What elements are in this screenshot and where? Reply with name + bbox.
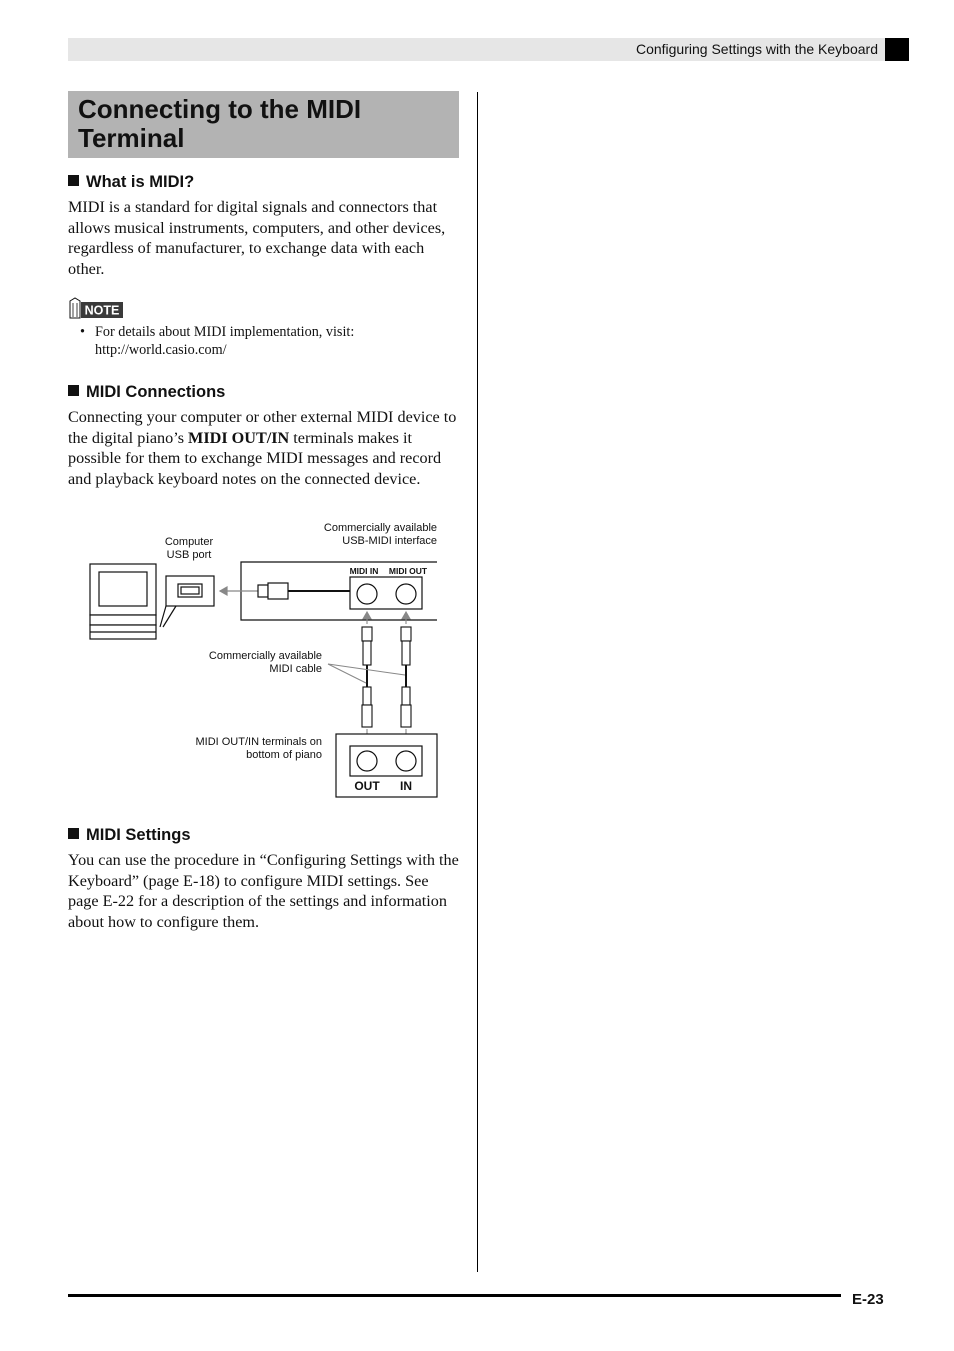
title-box: [68, 91, 459, 158]
square-bullet-icon: [68, 175, 79, 186]
midi-out-in-bold: MIDI OUT/IN: [188, 428, 290, 447]
computer-icon: [90, 564, 156, 639]
header-tab-marker: [885, 38, 909, 61]
midi-cable-icon: [362, 612, 411, 741]
square-bullet-icon: [68, 828, 79, 839]
note-bullet: •: [80, 324, 85, 340]
heading-midi-settings-text: MIDI Settings: [86, 826, 191, 844]
label-midi-in: MIDI IN: [349, 566, 379, 576]
label-terminals-2: bottom of piano: [246, 749, 322, 761]
note-badge-text: NOTE: [84, 303, 120, 318]
midi-connections-body: [68, 407, 460, 490]
label-out: OUT: [354, 779, 380, 793]
midi-settings-body: You can use the procedure in “Configuring Settings with the Keyboard” (page E-18) to configure MIDI settings. See page E-22 for a description of the settings and information about how to configure them.: [68, 851, 459, 932]
heading-what-is-midi-text: What is MIDI?: [86, 173, 195, 191]
label-usb-port: USB port: [166, 549, 212, 561]
label-in: IN: [400, 779, 412, 793]
column-divider: [477, 92, 478, 1272]
midi-connections-text-1: Connecting your computer or other external MIDI device to the digital piano’s: [68, 408, 457, 447]
label-computer: Computer: [164, 536, 214, 548]
usb-port-icon: [160, 576, 214, 627]
heading-midi-connections: [68, 382, 225, 402]
note-item: [80, 323, 450, 359]
label-interface-2: USB-MIDI interface: [342, 535, 437, 547]
page-title: Connecting to the MIDI Terminal: [78, 94, 362, 153]
heading-what-is-midi: [68, 172, 194, 192]
piano-terminals-box: [336, 734, 437, 797]
midi-connection-diagram: [80, 515, 450, 805]
note-icon: [68, 297, 124, 319]
label-cable-1: Commercially available: [208, 650, 322, 662]
what-is-midi-body: MIDI is a standard for digital signals and connectors that allows musical instruments, computers, and other devices, regardless of manufacturer, to exchange data with each other.: [68, 198, 446, 279]
label-cable-2: MIDI cable: [269, 663, 322, 675]
note-item-text: For details about MIDI implementation, visit: http://world.casio.com/: [95, 324, 355, 358]
label-interface-1: Commercially available: [323, 522, 437, 534]
square-bullet-icon: [68, 385, 79, 396]
page-number: E-23: [852, 1291, 884, 1308]
heading-midi-settings: [68, 825, 191, 845]
label-terminals-1: MIDI OUT/IN terminals on: [195, 736, 322, 748]
midi-connections-text-2: terminals makes it possible for them to exchange MIDI messages and record and playback keyboard notes on the connected device.: [68, 428, 442, 489]
label-midi-out: MIDI OUT: [388, 566, 428, 576]
footer-rule: [68, 1294, 841, 1297]
heading-midi-connections-text: MIDI Connections: [86, 383, 226, 401]
diagram-svg: [80, 515, 450, 805]
header-section-title: Configuring Settings with the Keyboard: [635, 41, 878, 57]
